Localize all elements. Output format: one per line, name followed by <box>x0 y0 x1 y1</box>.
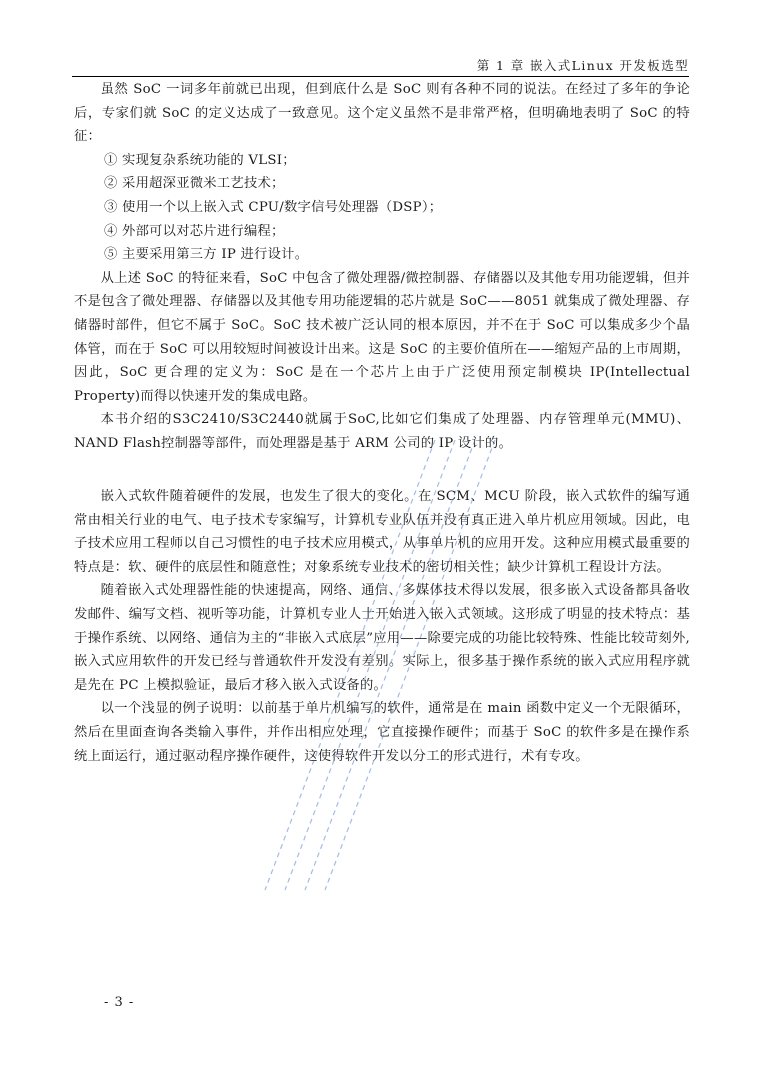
feature-item: ⑤ 主要采用第三方 IP 进行设计。 <box>104 247 309 263</box>
page-number: - 3 - <box>104 995 135 1010</box>
embedded-software-section <box>74 485 690 768</box>
paragraph-embedded-history: 嵌入式软件随着硬件的发展，也发生了很大的变化。在 SCM、MCU 阶段，嵌入式软件的编写通常由相关行业的电气、电子技术专家编写，计算机专业队伍并没有真正进入单片机应用领域。因此，电子技术应用工程师以自己习惯性的电子技术应用模式，从事单片机的应用开发。这种应用模式最重要的特点是：软、硬件的底层性和随意性；对象系统专业技术的密切相关性；缺少计算机工程设计方法。 <box>74 489 690 575</box>
paragraph-embedded-example: 以一个浅显的例子说明：以前基于单片机编写的软件，通常是在 main 函数中定义一个无限循环，然后在里面查询各类输入事件，并作出相应处理，它直接操作硬件；而基于 SoC 的软件多是在操作系统上面运行，通过驱动程序操作硬件，这使得软件开发以分工的形式进行，术有专攻。 <box>74 701 690 764</box>
paragraph-soc-intro: 虽然 SoC 一词多年前就已出现，但到底什么是 SoC 则有各种不同的说法。在经过了多年的争论后，专家们就 SoC 的定义达成了一致意见。这个定义虽然不是非常严格，但明确地表明了 SoC 的特征： <box>74 82 690 145</box>
feature-item: ② 采用超深亚微米工艺技术； <box>104 176 285 192</box>
paragraph-soc-analysis: 从上述 SoC 的特征来看，SoC 中包含了微处理器/微控制器、存储器以及其他专用功能逻辑，但并不是包含了微处理器、存储器以及其他专用功能逻辑的芯片就是 SoC——8051 就集成了微处理器、存储器时部件，但它不属于 SoC。SoC 技术被广泛认同的根本原因，并不在于 SoC 可以集成多少个晶体管，而在于 SoC 可以用较短时间被设计出来。这是 SoC 的主要价值所在——缩短产品的上市周期，因此，SoC 更合理的定义为：SoC 是在一个芯片上由于广泛使用预定制模块 IP(Intellectual Property)而得以快速开发的集成电路。 <box>74 270 690 404</box>
paragraph-book-chips: 本书介绍的S3C2410/S3C2440就属于SoC,比如它们集成了处理器、内存管理单元(MMU)、NAND Flash控制器等部件，而处理器是基于 ARM 公司的 IP 设计的。 <box>74 412 690 451</box>
soc-definition-section <box>74 78 690 456</box>
feature-item: ① 实现复杂系统功能的 VLSI； <box>104 152 296 168</box>
running-title: 第 1 章 嵌入式Linux 开发板选型 <box>476 58 689 73</box>
page-header <box>72 56 689 77</box>
feature-item: ④ 外部可以对芯片进行编程； <box>104 223 285 239</box>
feature-item: ③ 使用一个以上嵌入式 CPU/数字信号处理器（DSP）； <box>104 199 443 215</box>
paragraph-embedded-evolution: 随着嵌入式处理器性能的快速提高，网络、通信、多媒体技术得以发展，很多嵌入式设备都具备收发邮件、编写文档、视听等功能，计算机专业人士开始进入嵌入式领域。这形成了明显的技术特点：基于操作系统、以网络、通信为主的“非嵌入式底层”应用——除要完成的功能比较特殊、性能比较苛刻外,嵌入式应用软件的开发已经与普通软件开发没有差别。实际上，很多基于操作系统的嵌入式应用程序就是先在 PC 上模拟验证，最后才移入嵌入式设备的。 <box>74 583 690 693</box>
